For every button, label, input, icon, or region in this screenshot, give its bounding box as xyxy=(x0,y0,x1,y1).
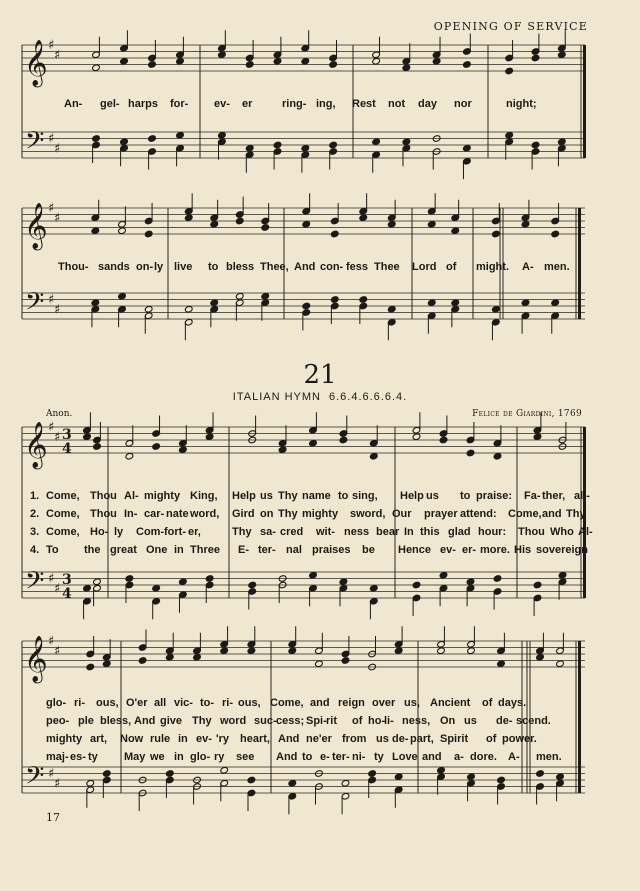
syllable: In xyxy=(404,526,414,538)
svg-text:♯: ♯ xyxy=(54,141,61,157)
syllable: we xyxy=(150,751,165,763)
syllable: of xyxy=(446,261,457,273)
syllable: power. xyxy=(502,733,537,745)
syllable: live xyxy=(174,261,193,273)
svg-text:𝄞: 𝄞 xyxy=(24,636,48,682)
syllable: a- xyxy=(454,751,464,763)
syllable: this xyxy=(420,526,440,538)
tune-name: ITALIAN HYMN xyxy=(232,391,321,403)
syllable: ness, xyxy=(402,715,431,727)
syllable: Al- xyxy=(124,490,139,502)
syllable: Thou xyxy=(90,508,117,520)
syllable: give xyxy=(160,715,183,727)
svg-text:𝄞: 𝄞 xyxy=(24,40,48,86)
syllable: de- xyxy=(496,715,513,727)
syllable: us xyxy=(376,733,389,745)
syllable: of xyxy=(482,697,493,709)
syllable: ing, xyxy=(316,98,336,110)
syllable: men. xyxy=(544,261,570,273)
syllable: sa- xyxy=(260,526,276,538)
syllable: on- xyxy=(136,261,154,273)
syllable: May xyxy=(124,751,146,763)
syllable: word, xyxy=(190,508,220,520)
syllable: Ancient xyxy=(430,697,471,709)
syllable: His xyxy=(514,544,532,556)
syllable: to xyxy=(460,490,471,502)
syllable: us xyxy=(260,490,273,502)
syllable: vic- xyxy=(174,697,193,709)
syllable: Com- xyxy=(136,526,165,538)
syllable: nate xyxy=(166,508,189,520)
syllable: not xyxy=(388,98,406,110)
syllable: in xyxy=(178,733,188,745)
syllable: reign xyxy=(338,697,365,709)
svg-text:♯: ♯ xyxy=(54,210,61,226)
syllable: cred xyxy=(280,526,304,538)
syllable: Thou xyxy=(518,526,545,538)
syllable: us xyxy=(426,490,439,502)
syllable: ple xyxy=(78,715,94,727)
syllable: To xyxy=(46,544,59,556)
syllable: fess xyxy=(346,261,369,273)
svg-text:♯: ♯ xyxy=(48,131,55,147)
syllable: Who xyxy=(550,526,574,538)
syllable: all- xyxy=(574,490,590,502)
syllable: Thou- xyxy=(58,261,89,273)
time-signature-bottom-treble: 4 xyxy=(62,441,72,457)
syllable: rit xyxy=(326,715,337,727)
syllable: nor xyxy=(454,98,472,110)
syllable: of xyxy=(486,733,497,745)
syllable: Spirit xyxy=(440,733,469,745)
syllable: Gird xyxy=(232,508,255,520)
syllable: to xyxy=(302,751,313,763)
syllable: ev- xyxy=(440,544,456,556)
syllable: us xyxy=(464,715,477,727)
svg-text:♯: ♯ xyxy=(48,571,55,587)
syllable: de- xyxy=(392,733,409,745)
syllable: and xyxy=(310,697,330,709)
syllable: nal xyxy=(286,544,302,556)
syllable: praises xyxy=(312,544,351,556)
syllable: Thou xyxy=(90,490,117,502)
hymn-title xyxy=(0,391,640,403)
syllable: Love xyxy=(392,751,418,763)
syllable: 1. xyxy=(30,490,40,502)
svg-text:♯: ♯ xyxy=(54,429,61,445)
syllable: es- xyxy=(70,751,86,763)
syllable: Come, xyxy=(270,697,304,709)
syllable: glo- xyxy=(46,697,67,709)
syllable: ev- xyxy=(214,98,230,110)
syllable: great xyxy=(110,544,137,556)
syllable: And xyxy=(276,751,298,763)
syllable: dore. xyxy=(470,751,497,763)
syllable: Come, xyxy=(508,508,542,520)
svg-text:𝄢: 𝄢 xyxy=(25,566,45,602)
syllable: name xyxy=(302,490,331,502)
syllable: Fa- xyxy=(524,490,541,502)
syllable: attend: xyxy=(460,508,497,520)
syllable: sword, xyxy=(350,508,386,520)
syllable: ni- xyxy=(352,751,366,763)
syllable: Thy xyxy=(278,508,298,520)
syllable: 'ry xyxy=(216,733,230,745)
syllable: li- xyxy=(384,715,394,727)
syllable: ri- xyxy=(74,697,85,709)
syllable: glo- xyxy=(190,751,211,763)
syllable: ous, xyxy=(96,697,119,709)
svg-text:𝄞: 𝄞 xyxy=(24,422,48,468)
syllable: 4. xyxy=(30,544,40,556)
syllable: rule xyxy=(150,733,171,745)
syllable: ness xyxy=(344,526,370,538)
syllable: ho- xyxy=(368,715,386,727)
syllable: King, xyxy=(190,490,218,502)
syllable: Now xyxy=(120,733,144,745)
syllable: the xyxy=(84,544,101,556)
syllable: Come, xyxy=(46,490,80,502)
syllable: Thy xyxy=(566,508,586,520)
syllable: Lord xyxy=(412,261,437,273)
syllable: suc- xyxy=(254,715,277,727)
syllable: And xyxy=(134,715,156,727)
syllable: er xyxy=(242,98,253,110)
syllable: bear xyxy=(376,526,400,538)
syllable: ty xyxy=(88,751,98,763)
syllable: er- xyxy=(462,544,477,556)
syllable: in xyxy=(174,751,184,763)
syllable: from xyxy=(342,733,367,745)
syllable: mighty xyxy=(302,508,339,520)
syllable: cess; xyxy=(276,715,305,727)
page-number: 17 xyxy=(46,811,60,824)
syllable: An- xyxy=(64,98,83,110)
hymn-number: 21 xyxy=(303,360,337,390)
syllable: e- xyxy=(320,751,330,763)
syllable: mighty xyxy=(144,490,181,502)
svg-text:♯: ♯ xyxy=(48,420,55,435)
syllable: for- xyxy=(170,98,189,110)
syllable: bless, xyxy=(100,715,132,727)
syllable: fort- xyxy=(164,526,186,538)
syllable: ne'er xyxy=(306,733,332,745)
syllable: sing, xyxy=(352,490,378,502)
syllable: Come, xyxy=(46,526,80,538)
syllable: Al- xyxy=(578,526,593,538)
syllable: ter- xyxy=(332,751,350,763)
syllable: over xyxy=(372,697,396,709)
syllable: ry xyxy=(214,751,225,763)
time-signature-top-treble: 3 xyxy=(62,427,72,443)
syllable: O'er xyxy=(126,697,148,709)
syllable: One xyxy=(146,544,168,556)
syllable: And xyxy=(294,261,316,273)
syllable: Thee xyxy=(374,261,400,273)
svg-text:𝄞: 𝄞 xyxy=(24,203,48,249)
syllable: ther, xyxy=(542,490,566,502)
meter: 6.6.4.6.6.6.4. xyxy=(328,391,408,403)
syllable: harps xyxy=(128,98,158,110)
syllable: and xyxy=(542,508,562,520)
syllable: Come, xyxy=(46,508,80,520)
svg-text:♯: ♯ xyxy=(54,302,61,318)
syllable: ring- xyxy=(282,98,307,110)
syllable: men. xyxy=(536,751,562,763)
syllable: ty xyxy=(374,751,384,763)
syllable: Thee, xyxy=(260,261,289,273)
syllable: to xyxy=(338,490,349,502)
svg-text:𝄢: 𝄢 xyxy=(25,287,45,323)
time-signature-top-bass: 3 xyxy=(62,572,72,588)
syllable: to- xyxy=(200,697,215,709)
syllable: mighty xyxy=(46,733,83,745)
syllable: gel- xyxy=(100,98,120,110)
syllable: ri- xyxy=(222,697,233,709)
svg-text:♯: ♯ xyxy=(48,201,55,216)
syllable: ly xyxy=(154,261,164,273)
syllable: on xyxy=(260,508,274,520)
svg-text:𝄢: 𝄢 xyxy=(25,126,45,162)
syllable: er, xyxy=(188,526,201,538)
syllable: Thy xyxy=(192,715,212,727)
syllable: peo- xyxy=(46,715,70,727)
syllable: praise: xyxy=(476,490,513,502)
syllable: ous, xyxy=(238,697,261,709)
syllable: more. xyxy=(480,544,510,556)
svg-text:𝄢: 𝄢 xyxy=(25,761,45,797)
svg-text:♯: ♯ xyxy=(54,643,61,659)
syllable: Spi- xyxy=(306,715,327,727)
syllable: Rest xyxy=(352,98,376,110)
syllable: Thy xyxy=(278,490,298,502)
syllable: heart, xyxy=(240,733,270,745)
syllable: In- xyxy=(124,508,138,520)
syllable: A- xyxy=(508,751,520,763)
syllable: Our xyxy=(392,508,412,520)
music-credit: Felice de Giardini, 1769 xyxy=(472,409,582,419)
syllable: con- xyxy=(320,261,344,273)
syllable: be xyxy=(362,544,375,556)
svg-text:♯: ♯ xyxy=(48,292,55,308)
syllable: of xyxy=(352,715,363,727)
syllable: word xyxy=(220,715,247,727)
svg-text:♯: ♯ xyxy=(48,634,55,649)
syllable: A- xyxy=(522,261,534,273)
syllable: ly xyxy=(114,526,124,538)
svg-text:♯: ♯ xyxy=(54,776,61,792)
syllable: Three xyxy=(190,544,220,556)
syllable: might. xyxy=(476,261,509,273)
syllable: Help xyxy=(232,490,256,502)
syllable: prayer xyxy=(424,508,458,520)
syllable: 2. xyxy=(30,508,40,520)
syllable: ev- xyxy=(196,733,212,745)
syllable: ter- xyxy=(258,544,276,556)
syllable: Help xyxy=(400,490,424,502)
text-credit: Anon. xyxy=(46,409,73,419)
syllable: scend. xyxy=(516,715,551,727)
syllable: glad xyxy=(448,526,471,538)
syllable: to xyxy=(208,261,219,273)
svg-text:♯: ♯ xyxy=(54,47,61,63)
syllable: sovereign xyxy=(536,544,588,556)
syllable: Hence xyxy=(398,544,432,556)
syllable: Thy xyxy=(232,526,252,538)
syllable: see xyxy=(236,751,255,763)
syllable: part, xyxy=(410,733,434,745)
time-signature-bottom-bass: 4 xyxy=(62,586,72,602)
syllable: and xyxy=(422,751,442,763)
svg-text:♯: ♯ xyxy=(48,766,55,782)
syllable: in xyxy=(174,544,184,556)
syllable: day xyxy=(418,98,437,110)
syllable: bless xyxy=(226,261,255,273)
syllable: maj- xyxy=(46,751,69,763)
svg-text:♯: ♯ xyxy=(54,581,61,597)
syllable: art, xyxy=(90,733,108,745)
syllable: E- xyxy=(238,544,249,556)
syllable: days. xyxy=(498,697,527,709)
syllable: And xyxy=(278,733,300,745)
svg-text:♯: ♯ xyxy=(48,38,55,53)
syllable: hour: xyxy=(478,526,507,538)
syllable: us, xyxy=(404,697,420,709)
syllable: night; xyxy=(506,98,537,110)
syllable: Ho- xyxy=(90,526,109,538)
running-head: OPENING OF SERVICE xyxy=(433,20,588,33)
syllable: all xyxy=(154,697,167,709)
syllable: sands xyxy=(98,261,130,273)
syllable: wit- xyxy=(316,526,335,538)
syllable: car- xyxy=(144,508,165,520)
syllable: On xyxy=(440,715,456,727)
syllable: 3. xyxy=(30,526,40,538)
